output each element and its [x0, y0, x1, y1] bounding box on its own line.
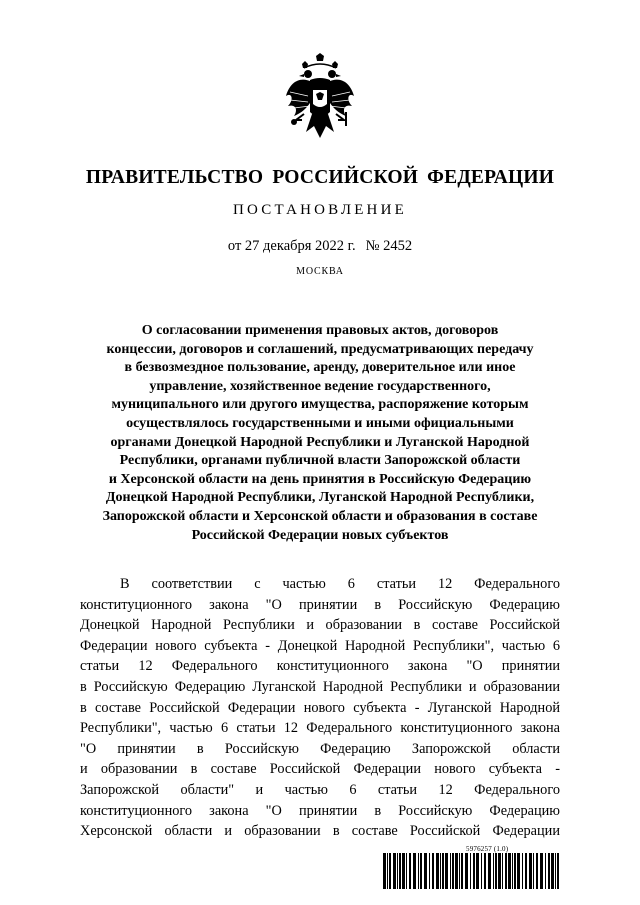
subject-line: Запорожской области и Херсонской области и образования в составе — [102, 508, 538, 524]
barcode-code: 5976257 (1.0) — [466, 845, 509, 853]
document-date: от 27 декабря 2022 г. — [227, 238, 356, 254]
subject-line: муниципального или другого имущества, распоряжение которым — [111, 397, 529, 413]
body-line: статьи 12 Федерального конституционного закона "О принятии — [80, 658, 560, 675]
subject-line: концессии, договоров и соглашений, предусматривающих передачу — [106, 341, 534, 357]
subject-line: Донецкой Народной Республики, Луганской Народной Республики, — [105, 490, 535, 506]
body-line: конституционного закона "О принятии в Российскую Федерацию — [80, 802, 560, 819]
subject-line: в безвозмездное пользование, аренду, доверительное или иное — [124, 360, 516, 376]
body-line: Республики", частью 6 статьи 12 Федерального конституционного закона — [80, 720, 560, 737]
body-line: "О принятии в Российскую Федерацию Запорожской области — [80, 740, 560, 757]
body-line: Донецкой Народной Республики и образовании в составе Российской — [80, 617, 560, 634]
body-line: Федерации нового субъекта - Донецкой Народной Республики", частью 6 — [80, 637, 560, 654]
body-line: Запорожской области" и частью 6 статьи 12 Федерального — [80, 781, 560, 798]
subject-line: управление, хозяйственное ведение государственного, — [149, 378, 491, 394]
body-line: в Российскую Федерацию Луганской Народной Республики и образовании — [80, 678, 560, 695]
body-line: В соответствии с частью 6 статьи 12 Федерального — [120, 576, 560, 592]
body-line: Херсонской области и образовании в составе Российской Федерации — [80, 823, 560, 840]
government-title: ПРАВИТЕЛЬСТВО РОССИЙСКОЙ ФЕДЕРАЦИИ — [85, 167, 555, 188]
body-line: в составе Российской Федерации нового субъекта - Луганской Народной — [80, 699, 560, 716]
body-line: конституционного закона "О принятии в Российскую Федерацию — [80, 596, 560, 613]
subject-line: органами Донецкой Народной Республики и Луганской Народной — [110, 434, 530, 450]
document-type: ПОСТАНОВЛЕНИЕ — [233, 202, 407, 218]
document-date-line — [0, 238, 640, 255]
document-city: МОСКВА — [296, 266, 344, 277]
russian-coat-of-arms-icon — [282, 52, 358, 144]
subject-line: и Херсонской области на день принятия в Российскую Федерацию — [108, 471, 532, 487]
body-line: и образовании в составе Российской Федерации нового субъекта - — [80, 761, 560, 778]
document-subject — [80, 322, 560, 545]
subject-line: Республики, органами публичной власти Запорожской области — [119, 453, 521, 469]
subject-line: Российской Федерации новых субъектов — [191, 527, 449, 543]
barcode-icon — [383, 853, 559, 889]
document-number: № 2452 — [365, 238, 413, 254]
subject-line: осуществлялось государственными и иными официальными — [126, 415, 514, 431]
document-body — [80, 574, 560, 842]
subject-line: О согласовании применения правовых актов, договоров — [141, 323, 499, 338]
